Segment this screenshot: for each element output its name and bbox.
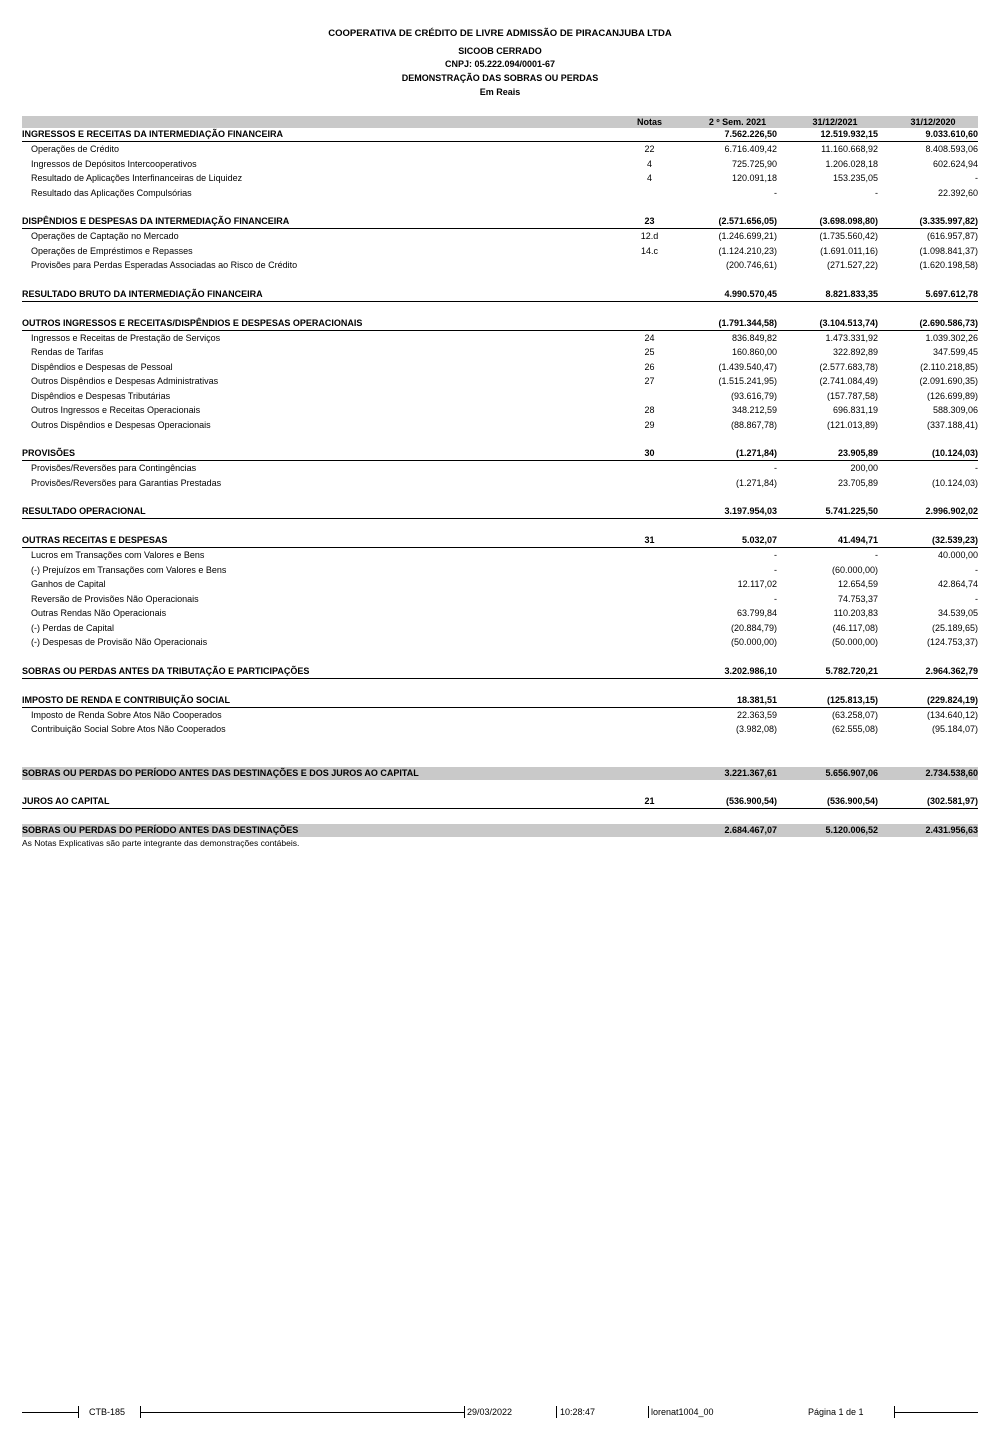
value-2nd-sem-2021: 63.799,84 xyxy=(736,608,777,618)
row-spacer xyxy=(22,490,978,505)
value-2021: 1.473.331,92 xyxy=(825,332,878,343)
line-item-row xyxy=(22,244,978,259)
value-2nd-sem-2021: (536.900,54) xyxy=(725,795,777,806)
value-2021: 200,00 xyxy=(850,463,878,473)
row-notes: 26 xyxy=(644,361,655,372)
value-2nd-sem-2021: (1.246.699,21) xyxy=(718,231,777,241)
line-item-row xyxy=(22,157,978,172)
column-header-2020: 31/12/2020 xyxy=(910,117,956,127)
value-2021: 41.494,71 xyxy=(837,535,878,545)
value-2020: (1.098.841,37) xyxy=(919,245,978,256)
row-spacer xyxy=(22,650,978,665)
line-item-row xyxy=(22,418,978,433)
value-2021: 696.831,19 xyxy=(832,405,878,415)
line-item-row xyxy=(22,606,978,621)
section-total-row xyxy=(22,215,978,229)
row-notes: 4 xyxy=(646,173,652,183)
value-2021: (3.698.098,80) xyxy=(819,216,878,226)
value-2nd-sem-2021: 4.990.570,45 xyxy=(724,288,777,299)
row-notes: 12.d xyxy=(640,231,659,241)
value-2020: - xyxy=(975,463,978,473)
row-label: OUTRAS RECEITAS E DESPESAS xyxy=(22,535,168,545)
value-2nd-sem-2021: 18.381,51 xyxy=(736,694,777,705)
income-statement-table xyxy=(22,116,978,849)
line-item-row xyxy=(22,548,978,563)
value-2nd-sem-2021: 6.716.409,42 xyxy=(724,144,777,154)
value-2021: (1.691.011,16) xyxy=(820,245,878,256)
value-2020: (2.091.690,35) xyxy=(919,376,978,386)
value-2nd-sem-2021: (1.271,84) xyxy=(735,477,777,488)
value-2nd-sem-2021: 3.197.954,03 xyxy=(724,506,777,516)
value-2021: (2.577.683,78) xyxy=(819,361,878,372)
value-2nd-sem-2021: - xyxy=(774,564,777,575)
column-header-2nd-sem-2021: 2 º Sem. 2021 xyxy=(708,117,767,127)
value-2021: 74.753,37 xyxy=(837,593,878,604)
value-2020: (229.824,19) xyxy=(926,694,978,705)
row-label: Ingressos de Depósitos Intercooperativos xyxy=(31,158,197,169)
row-label: Operações de Crédito xyxy=(31,144,120,154)
line-item-row xyxy=(22,171,978,186)
section-total-row xyxy=(22,795,978,809)
line-item-row xyxy=(22,374,978,389)
value-2021: (46.117,08) xyxy=(832,622,878,633)
row-label: SOBRAS OU PERDAS ANTES DA TRIBUTAÇÃO E PARTICIPAÇÕES xyxy=(22,665,310,676)
value-2020: 1.039.302,26 xyxy=(925,332,978,343)
value-2021: (121.013,89) xyxy=(826,419,878,430)
line-item-row xyxy=(22,635,978,650)
row-spacer xyxy=(22,752,978,767)
row-label: (-) Perdas de Capital xyxy=(31,622,115,633)
line-item-row xyxy=(22,476,978,491)
line-item-row xyxy=(22,186,978,201)
row-label: Provisões/Reversões para Contingências xyxy=(31,463,197,473)
value-2nd-sem-2021: (1.439.540,47) xyxy=(718,361,777,372)
page-footer xyxy=(0,1404,1000,1420)
row-label: Resultado de Aplicações Interfinanceiras de Liquidez xyxy=(31,173,243,183)
value-2020: (3.335.997,82) xyxy=(919,216,978,226)
row-label: Contribuição Social Sobre Atos Não Cooperados xyxy=(31,724,226,734)
value-2021: 12.519.932,15 xyxy=(820,129,878,139)
row-notes: 23 xyxy=(644,216,655,226)
row-label: Provisões/Reversões para Garantias Prestadas xyxy=(31,477,222,488)
column-header-notes: Notas xyxy=(636,117,662,127)
value-2nd-sem-2021: (93.616,79) xyxy=(730,390,777,401)
value-2020: (32.539,23) xyxy=(931,535,978,545)
value-2nd-sem-2021: 836.849,82 xyxy=(731,332,777,343)
row-spacer xyxy=(22,737,978,752)
value-2nd-sem-2021: 3.202.986,10 xyxy=(724,665,777,676)
row-label: (-) Despesas de Provisão Não Operacionais xyxy=(31,637,208,647)
row-label: Reversão de Provisões Não Operacionais xyxy=(31,593,199,604)
value-2020: - xyxy=(975,593,978,604)
row-spacer xyxy=(22,273,978,288)
line-item-row xyxy=(22,389,978,404)
value-2nd-sem-2021: (1.515.241,95) xyxy=(718,376,777,386)
value-2021: 1.206.028,18 xyxy=(825,158,878,169)
cooperative-name: SICOOB CERRADO xyxy=(458,46,542,56)
row-label: SOBRAS OU PERDAS DO PERÍODO ANTES DAS DESTINAÇÕES xyxy=(22,824,299,835)
row-label: Outros Dispêndios e Despesas Administrativas xyxy=(31,376,219,386)
value-2020: (2.110.218,85) xyxy=(920,361,978,372)
row-label: Dispêndios e Despesas de Pessoal xyxy=(31,361,173,372)
value-2021: 5.656.907,06 xyxy=(825,767,878,778)
row-label: RESULTADO OPERACIONAL xyxy=(22,506,146,516)
value-2020: 42.864,74 xyxy=(937,579,978,589)
value-2nd-sem-2021: (88.867,78) xyxy=(730,419,777,430)
section-total-row xyxy=(22,767,978,780)
value-2020: (2.690.586,73) xyxy=(919,317,978,328)
value-2nd-sem-2021: (1.124.210,23) xyxy=(718,245,777,256)
value-2021: (536.900,54) xyxy=(826,795,878,806)
value-2021: 12.654,59 xyxy=(837,579,878,589)
value-2020: 2.996.902,02 xyxy=(925,506,978,516)
row-label: Operações de Empréstimos e Repasses xyxy=(31,245,193,256)
value-2021: - xyxy=(875,550,878,560)
footnote-text: As Notas Explicativas são parte integrante das demonstrações contábeis. xyxy=(22,837,300,848)
value-2020: (124.753,37) xyxy=(926,637,978,647)
row-notes: 24 xyxy=(644,332,655,343)
section-total-row xyxy=(22,534,978,548)
section-total-row xyxy=(22,505,978,519)
value-2020: (302.581,97) xyxy=(926,795,978,806)
row-label: Operações de Captação no Mercado xyxy=(31,231,179,241)
value-2021: (63.258,07) xyxy=(831,709,878,720)
value-2nd-sem-2021: 3.221.367,61 xyxy=(724,767,777,778)
value-2021: (3.104.513,74) xyxy=(819,317,878,328)
row-label: OUTROS INGRESSOS E RECEITAS/DISPÊNDIOS E DESPESAS OPERACIONAIS xyxy=(22,317,363,328)
value-2020: (1.620.198,58) xyxy=(919,260,978,270)
value-2020: 2.734.538,60 xyxy=(925,767,978,778)
row-label: Outros Dispêndios e Despesas Operacionais xyxy=(31,419,211,430)
line-item-row xyxy=(22,331,978,346)
value-2nd-sem-2021: 12.117,02 xyxy=(737,579,777,589)
row-label: Resultado das Aplicações Compulsórias xyxy=(31,187,192,198)
value-2nd-sem-2021: - xyxy=(774,187,777,198)
value-2nd-sem-2021: (1.791.344,58) xyxy=(718,317,777,328)
value-2020: (337.188,41) xyxy=(926,419,978,430)
line-item-row xyxy=(22,461,978,476)
row-label: Imposto de Renda Sobre Atos Não Cooperados xyxy=(31,709,222,720)
page-number: Página 1 de 1 xyxy=(808,1407,864,1417)
value-2021: 8.821.833,35 xyxy=(825,288,878,299)
value-2020: 2.964.362,79 xyxy=(925,665,978,676)
row-label: Provisões para Perdas Esperadas Associadas ao Risco de Crédito xyxy=(31,260,298,270)
value-2021: (60.000,00) xyxy=(831,564,878,575)
row-spacer xyxy=(22,780,978,795)
value-2nd-sem-2021: (200.746,61) xyxy=(725,260,777,270)
line-item-row xyxy=(22,577,978,592)
row-label: Dispêndios e Despesas Tributárias xyxy=(31,390,171,401)
column-header-2021: 31/12/2021 xyxy=(812,117,858,127)
value-2021: (1.735.560,42) xyxy=(819,231,878,241)
value-2nd-sem-2021: 725.725,90 xyxy=(731,158,777,169)
footnote xyxy=(22,837,978,849)
value-2nd-sem-2021: 5.032,07 xyxy=(741,535,777,545)
section-total-row xyxy=(22,128,978,142)
line-item-row xyxy=(22,142,978,157)
value-2020: 588.309,06 xyxy=(932,405,978,415)
row-spacer xyxy=(22,432,978,447)
row-notes: 14.c xyxy=(640,245,658,256)
value-2021: (62.555,08) xyxy=(831,724,878,734)
row-spacer xyxy=(22,200,978,215)
value-2020: 9.033.610,60 xyxy=(925,129,978,139)
value-2021: 110.203,83 xyxy=(833,608,878,618)
row-notes: 27 xyxy=(644,376,655,386)
value-2020: 40.000,00 xyxy=(937,550,978,560)
value-2020: 8.408.593,06 xyxy=(925,144,978,154)
value-2020: 602.624,94 xyxy=(932,158,978,169)
line-item-row xyxy=(22,360,978,375)
value-2nd-sem-2021: (3.982,08) xyxy=(735,724,777,734)
value-2021: (271.527,22) xyxy=(826,260,878,270)
value-2020: 347.599,45 xyxy=(932,347,978,357)
line-item-row xyxy=(22,345,978,360)
value-2nd-sem-2021: 120.091,18 xyxy=(731,173,777,183)
section-total-row xyxy=(22,694,978,708)
value-2020: (95.184,07) xyxy=(931,724,978,734)
row-notes: 28 xyxy=(644,405,655,415)
line-item-row xyxy=(22,621,978,636)
section-total-row xyxy=(22,447,978,461)
value-2020: - xyxy=(975,173,978,183)
row-spacer xyxy=(22,809,978,824)
row-label: SOBRAS OU PERDAS DO PERÍODO ANTES DAS DESTINAÇÕES E DOS JUROS AO CAPITAL xyxy=(22,767,419,778)
value-2020: 34.539,05 xyxy=(937,608,978,618)
user-id: lorenat1004_00 xyxy=(651,1407,714,1417)
print-time: 10:28:47 xyxy=(560,1407,596,1417)
value-2021: 5.782.720,21 xyxy=(825,665,878,676)
value-2020: (126.699,89) xyxy=(926,390,978,401)
row-notes: 25 xyxy=(644,347,655,357)
line-item-row xyxy=(22,722,978,737)
row-label: DISPÊNDIOS E DESPESAS DA INTERMEDIAÇÃO FINANCEIRA xyxy=(22,216,290,226)
section-total-row xyxy=(22,317,978,331)
value-2021: 5.120.006,52 xyxy=(825,824,878,835)
currency-unit: Em Reais xyxy=(479,87,521,97)
row-label: RESULTADO BRUTO DA INTERMEDIAÇÃO FINANCEIRA xyxy=(22,288,263,299)
row-label: Outras Rendas Não Operacionais xyxy=(31,608,167,618)
value-2nd-sem-2021: 7.562.226,50 xyxy=(724,129,777,139)
value-2nd-sem-2021: (20.884,79) xyxy=(730,622,777,633)
value-2021: 5.741.225,50 xyxy=(825,506,878,516)
value-2nd-sem-2021: 160.860,00 xyxy=(731,347,777,357)
report-title: DEMONSTRAÇÃO DAS SOBRAS OU PERDAS xyxy=(401,73,599,83)
line-item-row xyxy=(22,708,978,723)
row-spacer xyxy=(22,519,978,534)
row-label: INGRESSOS E RECEITAS DA INTERMEDIAÇÃO FINANCEIRA xyxy=(22,129,284,139)
print-date: 29/03/2022 xyxy=(467,1407,513,1417)
value-2021: 23.705,89 xyxy=(837,477,878,488)
value-2021: (157.787,58) xyxy=(826,390,878,401)
row-spacer xyxy=(22,302,978,317)
value-2nd-sem-2021: 348.212,59 xyxy=(731,405,777,415)
value-2020: (25.189,65) xyxy=(931,622,978,633)
row-label: JUROS AO CAPITAL xyxy=(22,795,110,806)
value-2nd-sem-2021: - xyxy=(774,463,777,473)
row-label: Lucros em Transações com Valores e Bens xyxy=(31,550,205,560)
row-notes: 31 xyxy=(644,535,655,545)
value-2020: 22.392,60 xyxy=(937,187,978,198)
value-2nd-sem-2021: - xyxy=(774,550,777,560)
row-notes: 22 xyxy=(644,144,655,154)
value-2021: - xyxy=(875,187,878,198)
value-2021: (50.000,00) xyxy=(831,637,878,647)
cnpj: CNPJ: 05.222.094/0001-67 xyxy=(444,59,556,69)
row-label: Outros Ingressos e Receitas Operacionais xyxy=(31,405,201,415)
value-2020: (10.124,03) xyxy=(931,448,978,458)
line-item-row xyxy=(22,403,978,418)
value-2020: 2.431.956,63 xyxy=(925,824,978,835)
value-2020: (10.124,03) xyxy=(931,477,978,488)
row-notes: 29 xyxy=(644,419,655,430)
value-2nd-sem-2021: 22.363,59 xyxy=(736,709,777,720)
line-item-row xyxy=(22,258,978,273)
value-2020: - xyxy=(975,564,978,575)
value-2nd-sem-2021: (1.271,84) xyxy=(735,448,777,458)
value-2021: 11.160.668,92 xyxy=(821,144,878,154)
row-notes: 4 xyxy=(646,158,652,169)
row-spacer xyxy=(22,679,978,694)
value-2nd-sem-2021: 2.684.467,07 xyxy=(724,824,777,835)
row-label: Ingressos e Receitas de Prestação de Serviços xyxy=(31,332,221,343)
row-label: Ganhos de Capital xyxy=(31,579,106,589)
line-item-row xyxy=(22,592,978,607)
row-label: PROVISÕES xyxy=(22,448,76,458)
section-total-row xyxy=(22,665,978,679)
value-2021: 322.892,89 xyxy=(832,347,878,357)
value-2nd-sem-2021: (2.571.656,05) xyxy=(718,216,777,226)
report-code: CTB-185 xyxy=(89,1407,126,1417)
value-2021: (125.813,15) xyxy=(826,694,878,705)
value-2021: 23.905,89 xyxy=(837,448,878,458)
line-item-row xyxy=(22,563,978,578)
row-label: IMPOSTO DE RENDA E CONTRIBUIÇÃO SOCIAL xyxy=(22,694,231,705)
section-total-row xyxy=(22,288,978,302)
value-2nd-sem-2021: (50.000,00) xyxy=(730,637,777,647)
column-header-row xyxy=(22,116,978,128)
value-2020: (616.957,87) xyxy=(926,231,978,241)
value-2nd-sem-2021: - xyxy=(774,593,777,604)
company-name: COOPERATIVA DE CRÉDITO DE LIVRE ADMISSÃO DE PIRACANJUBA LTDA xyxy=(328,28,672,39)
value-2020: 5.697.612,78 xyxy=(925,288,978,299)
value-2020: (134.640,12) xyxy=(926,709,978,720)
line-item-row xyxy=(22,229,978,244)
value-2021: 153.235,05 xyxy=(832,173,878,183)
row-label: (-) Prejuízos em Transações com Valores e Bens xyxy=(31,564,227,575)
value-2021: (2.741.084,49) xyxy=(819,376,878,386)
row-label: Rendas de Tarifas xyxy=(31,347,104,357)
row-notes: 30 xyxy=(644,448,655,458)
row-notes: 21 xyxy=(644,795,655,806)
section-total-row xyxy=(22,824,978,837)
